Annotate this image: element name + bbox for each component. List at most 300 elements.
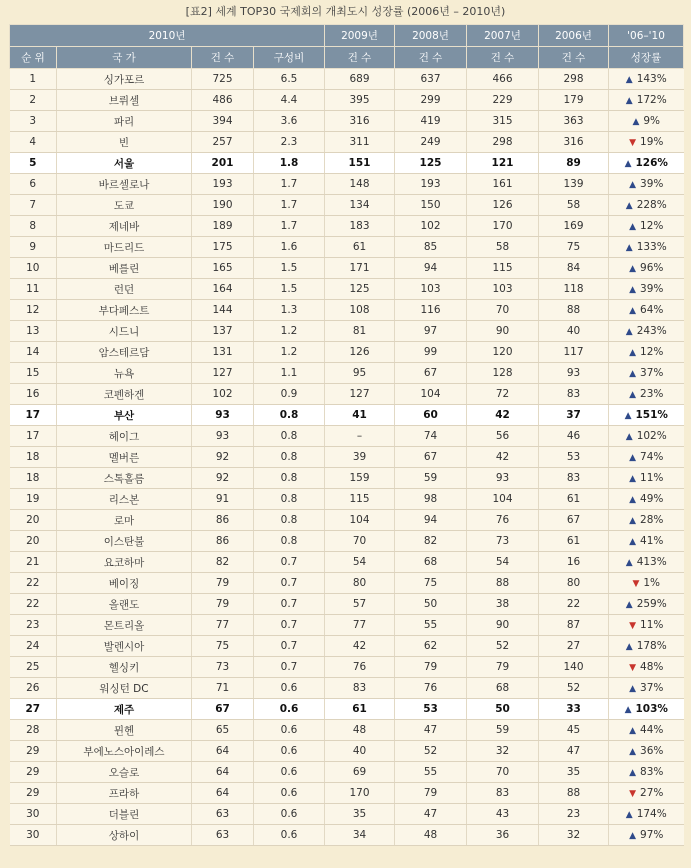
cell-count-2009: 171 bbox=[325, 258, 395, 279]
cell-rank: 28 bbox=[10, 720, 57, 741]
cell-growth bbox=[609, 216, 684, 237]
cell-count-2007: 42 bbox=[467, 405, 539, 426]
growth-value: 27% bbox=[640, 787, 664, 799]
table-row bbox=[10, 741, 684, 762]
cell-city: 뮌헨 bbox=[57, 720, 192, 741]
cell-count-2010: 257 bbox=[192, 132, 254, 153]
growth-value: 174% bbox=[636, 808, 667, 820]
col-count-2010: 건 수 bbox=[192, 47, 254, 69]
cell-rank: 23 bbox=[10, 615, 57, 636]
cell-count-2008: 116 bbox=[395, 300, 467, 321]
cell-count-2009: 104 bbox=[325, 510, 395, 531]
table-row bbox=[10, 531, 684, 552]
growth-value: 83% bbox=[640, 766, 664, 778]
table-row bbox=[10, 405, 684, 426]
cell-count-2006: 32 bbox=[539, 825, 609, 846]
cell-city: 발렌시아 bbox=[57, 636, 192, 657]
cell-count-2008: 299 bbox=[395, 90, 467, 111]
triangle-down-icon: ▼ bbox=[629, 138, 637, 148]
cell-growth bbox=[609, 132, 684, 153]
cell-city: 빈 bbox=[57, 132, 192, 153]
cell-count-2007: 120 bbox=[467, 342, 539, 363]
cell-rank: 30 bbox=[10, 804, 57, 825]
cell-count-2010: 164 bbox=[192, 279, 254, 300]
table-row bbox=[10, 174, 684, 195]
cell-count-2009: 76 bbox=[325, 657, 395, 678]
cell-city: 멜버른 bbox=[57, 447, 192, 468]
cell-count-2010: 175 bbox=[192, 237, 254, 258]
col-count-2007: 건 수 bbox=[467, 47, 539, 69]
cell-count-2007: 88 bbox=[467, 573, 539, 594]
growth-value: 1% bbox=[643, 577, 661, 589]
cell-count-2006: 298 bbox=[539, 69, 609, 90]
cell-count-2007: 43 bbox=[467, 804, 539, 825]
triangle-up-icon: ▲ bbox=[629, 285, 637, 295]
cell-city: 베이징 bbox=[57, 573, 192, 594]
cell-count-2006: 87 bbox=[539, 615, 609, 636]
cell-count-2008: 419 bbox=[395, 111, 467, 132]
growth-value: 259% bbox=[636, 598, 667, 610]
cell-growth bbox=[609, 90, 684, 111]
cell-count-2009: 125 bbox=[325, 279, 395, 300]
cell-city: 바르셀로나 bbox=[57, 174, 192, 195]
cell-count-2006: 117 bbox=[539, 342, 609, 363]
cell-count-2009: – bbox=[325, 426, 395, 447]
triangle-up-icon: ▲ bbox=[629, 180, 637, 190]
header-2009: 2009년 bbox=[325, 25, 395, 47]
cell-city: 도쿄 bbox=[57, 195, 192, 216]
growth-value: 12% bbox=[640, 220, 664, 232]
cell-count-2007: 298 bbox=[467, 132, 539, 153]
table-row bbox=[10, 195, 684, 216]
cell-count-2006: 139 bbox=[539, 174, 609, 195]
table-row bbox=[10, 573, 684, 594]
table-row bbox=[10, 90, 684, 111]
cell-count-2009: 35 bbox=[325, 804, 395, 825]
table-row bbox=[10, 783, 684, 804]
cell-city: 오슬로 bbox=[57, 762, 192, 783]
cell-count-2009: 39 bbox=[325, 447, 395, 468]
cell-share: 1.2 bbox=[254, 342, 325, 363]
cell-count-2010: 86 bbox=[192, 531, 254, 552]
cell-count-2008: 47 bbox=[395, 720, 467, 741]
cell-count-2008: 104 bbox=[395, 384, 467, 405]
cell-share: 0.6 bbox=[254, 825, 325, 846]
cell-count-2006: 33 bbox=[539, 699, 609, 720]
cell-count-2009: 311 bbox=[325, 132, 395, 153]
cell-growth bbox=[609, 195, 684, 216]
cell-city: 더블린 bbox=[57, 804, 192, 825]
cell-count-2007: 104 bbox=[467, 489, 539, 510]
cell-count-2010: 93 bbox=[192, 426, 254, 447]
cell-count-2010: 64 bbox=[192, 783, 254, 804]
cell-count-2006: 140 bbox=[539, 657, 609, 678]
triangle-up-icon: ▲ bbox=[625, 558, 633, 568]
cell-count-2009: 80 bbox=[325, 573, 395, 594]
cell-count-2006: 45 bbox=[539, 720, 609, 741]
cell-growth bbox=[609, 531, 684, 552]
cell-rank: 17 bbox=[10, 405, 57, 426]
cell-count-2010: 79 bbox=[192, 573, 254, 594]
cell-count-2007: 42 bbox=[467, 447, 539, 468]
cell-count-2008: 62 bbox=[395, 636, 467, 657]
growth-value: 11% bbox=[640, 619, 664, 631]
cell-count-2009: 57 bbox=[325, 594, 395, 615]
cell-count-2008: 79 bbox=[395, 783, 467, 804]
triangle-up-icon: ▲ bbox=[629, 747, 637, 757]
table-row bbox=[10, 468, 684, 489]
cell-count-2007: 72 bbox=[467, 384, 539, 405]
triangle-down-icon: ▼ bbox=[629, 621, 637, 631]
cell-share: 0.8 bbox=[254, 405, 325, 426]
table-row bbox=[10, 825, 684, 846]
cell-count-2009: 34 bbox=[325, 825, 395, 846]
triangle-up-icon: ▲ bbox=[625, 96, 633, 106]
growth-value: 102% bbox=[636, 430, 667, 442]
table-title: [표2] 세계 TOP30 국제회의 개최도시 성장률 (2006년 – 2010년) bbox=[185, 5, 506, 18]
cell-growth bbox=[609, 825, 684, 846]
col-city: 국 가 bbox=[57, 47, 192, 69]
cell-share: 0.6 bbox=[254, 678, 325, 699]
cell-share: 0.8 bbox=[254, 447, 325, 468]
cell-growth bbox=[609, 69, 684, 90]
cell-rank: 18 bbox=[10, 468, 57, 489]
growth-value: 151% bbox=[635, 409, 668, 421]
col-rank: 순 위 bbox=[10, 47, 57, 69]
cell-growth bbox=[609, 111, 684, 132]
cell-count-2007: 161 bbox=[467, 174, 539, 195]
cell-count-2008: 50 bbox=[395, 594, 467, 615]
cell-rank: 7 bbox=[10, 195, 57, 216]
table-row bbox=[10, 510, 684, 531]
cell-count-2010: 91 bbox=[192, 489, 254, 510]
cell-count-2009: 108 bbox=[325, 300, 395, 321]
cell-count-2006: 46 bbox=[539, 426, 609, 447]
cell-rank: 19 bbox=[10, 489, 57, 510]
table-row bbox=[10, 699, 684, 720]
cell-count-2006: 58 bbox=[539, 195, 609, 216]
cell-count-2007: 54 bbox=[467, 552, 539, 573]
cell-growth bbox=[609, 468, 684, 489]
triangle-up-icon: ▲ bbox=[629, 390, 637, 400]
cell-count-2010: 79 bbox=[192, 594, 254, 615]
cell-count-2008: 79 bbox=[395, 657, 467, 678]
cell-share: 0.8 bbox=[254, 510, 325, 531]
growth-value: 143% bbox=[636, 73, 667, 85]
cell-count-2010: 93 bbox=[192, 405, 254, 426]
growth-value: 228% bbox=[636, 199, 667, 211]
cell-count-2008: 76 bbox=[395, 678, 467, 699]
cell-count-2009: 316 bbox=[325, 111, 395, 132]
cell-count-2006: 93 bbox=[539, 363, 609, 384]
growth-value: 28% bbox=[640, 514, 664, 526]
cell-count-2007: 70 bbox=[467, 762, 539, 783]
cell-city: 헬싱키 bbox=[57, 657, 192, 678]
cell-count-2010: 63 bbox=[192, 825, 254, 846]
cell-city: 마드리드 bbox=[57, 237, 192, 258]
triangle-up-icon: ▲ bbox=[625, 432, 633, 442]
table-body bbox=[10, 69, 684, 846]
growth-value: 11% bbox=[640, 472, 664, 484]
cell-share: 0.6 bbox=[254, 762, 325, 783]
cell-city: 서울 bbox=[57, 153, 192, 174]
cell-count-2007: 83 bbox=[467, 783, 539, 804]
table-row bbox=[10, 426, 684, 447]
cell-count-2007: 126 bbox=[467, 195, 539, 216]
cell-count-2009: 126 bbox=[325, 342, 395, 363]
cell-count-2008: 74 bbox=[395, 426, 467, 447]
growth-value: 19% bbox=[640, 136, 664, 148]
cell-city: 워싱턴 DC bbox=[57, 678, 192, 699]
cell-count-2006: 84 bbox=[539, 258, 609, 279]
triangle-up-icon: ▲ bbox=[625, 243, 633, 253]
cell-count-2007: 128 bbox=[467, 363, 539, 384]
cell-count-2006: 75 bbox=[539, 237, 609, 258]
cell-count-2010: 75 bbox=[192, 636, 254, 657]
cell-count-2007: 32 bbox=[467, 741, 539, 762]
cell-count-2008: 193 bbox=[395, 174, 467, 195]
cell-growth bbox=[609, 615, 684, 636]
cell-share: 6.5 bbox=[254, 69, 325, 90]
cell-share: 1.3 bbox=[254, 300, 325, 321]
cell-count-2010: 73 bbox=[192, 657, 254, 678]
cell-city: 요코하마 bbox=[57, 552, 192, 573]
cell-rank: 29 bbox=[10, 762, 57, 783]
cell-count-2009: 77 bbox=[325, 615, 395, 636]
cell-city: 부산 bbox=[57, 405, 192, 426]
triangle-up-icon: ▲ bbox=[629, 264, 637, 274]
cell-count-2008: 47 bbox=[395, 804, 467, 825]
cell-growth bbox=[609, 384, 684, 405]
cell-growth bbox=[609, 657, 684, 678]
cell-count-2010: 189 bbox=[192, 216, 254, 237]
cell-growth bbox=[609, 510, 684, 531]
cell-count-2008: 98 bbox=[395, 489, 467, 510]
cell-count-2006: 47 bbox=[539, 741, 609, 762]
cell-growth bbox=[609, 342, 684, 363]
header-column-row bbox=[10, 47, 684, 69]
cell-city: 스톡홀름 bbox=[57, 468, 192, 489]
cell-share: 4.4 bbox=[254, 90, 325, 111]
col-count-2009: 건 수 bbox=[325, 47, 395, 69]
cell-count-2008: 60 bbox=[395, 405, 467, 426]
cell-count-2008: 94 bbox=[395, 510, 467, 531]
growth-value: 126% bbox=[635, 157, 668, 169]
cell-growth bbox=[609, 741, 684, 762]
triangle-up-icon: ▲ bbox=[624, 159, 632, 169]
table-row bbox=[10, 111, 684, 132]
cell-count-2008: 82 bbox=[395, 531, 467, 552]
cell-count-2007: 93 bbox=[467, 468, 539, 489]
cell-count-2010: 82 bbox=[192, 552, 254, 573]
cell-growth bbox=[609, 762, 684, 783]
triangle-up-icon: ▲ bbox=[625, 810, 633, 820]
cell-share: 0.7 bbox=[254, 615, 325, 636]
cell-share: 0.8 bbox=[254, 531, 325, 552]
cell-count-2010: 131 bbox=[192, 342, 254, 363]
cell-city: 리스본 bbox=[57, 489, 192, 510]
growth-value: 133% bbox=[636, 241, 667, 253]
cell-count-2009: 115 bbox=[325, 489, 395, 510]
cell-count-2006: 52 bbox=[539, 678, 609, 699]
cell-count-2006: 169 bbox=[539, 216, 609, 237]
cell-count-2010: 92 bbox=[192, 468, 254, 489]
cell-rank: 3 bbox=[10, 111, 57, 132]
cell-count-2006: 27 bbox=[539, 636, 609, 657]
cell-rank: 20 bbox=[10, 531, 57, 552]
cell-count-2008: 94 bbox=[395, 258, 467, 279]
cell-share: 0.8 bbox=[254, 489, 325, 510]
triangle-up-icon: ▲ bbox=[632, 117, 640, 127]
growth-value: 48% bbox=[640, 661, 664, 673]
cell-count-2008: 59 bbox=[395, 468, 467, 489]
cell-share: 0.6 bbox=[254, 720, 325, 741]
table-row bbox=[10, 363, 684, 384]
cell-count-2008: 52 bbox=[395, 741, 467, 762]
table-row bbox=[10, 678, 684, 699]
cell-growth bbox=[609, 489, 684, 510]
cell-count-2010: 102 bbox=[192, 384, 254, 405]
header-2007: 2007년 bbox=[467, 25, 539, 47]
cell-city: 코펜하겐 bbox=[57, 384, 192, 405]
cell-count-2009: 61 bbox=[325, 237, 395, 258]
table-row bbox=[10, 720, 684, 741]
growth-value: 74% bbox=[640, 451, 664, 463]
cell-count-2007: 70 bbox=[467, 300, 539, 321]
table-row bbox=[10, 636, 684, 657]
cell-count-2006: 88 bbox=[539, 783, 609, 804]
cell-count-2008: 75 bbox=[395, 573, 467, 594]
table-row bbox=[10, 300, 684, 321]
cell-rank: 14 bbox=[10, 342, 57, 363]
cell-count-2007: 68 bbox=[467, 678, 539, 699]
cell-growth bbox=[609, 300, 684, 321]
growth-value: 37% bbox=[640, 682, 664, 694]
cell-count-2006: 83 bbox=[539, 384, 609, 405]
growth-value: 243% bbox=[636, 325, 667, 337]
cell-city: 부다페스트 bbox=[57, 300, 192, 321]
cell-rank: 9 bbox=[10, 237, 57, 258]
header-growth-period: '06–'10 bbox=[609, 25, 684, 47]
growth-value: 39% bbox=[640, 178, 664, 190]
growth-value: 49% bbox=[640, 493, 664, 505]
table-row bbox=[10, 132, 684, 153]
cell-rank: 26 bbox=[10, 678, 57, 699]
header-2006: 2006년 bbox=[539, 25, 609, 47]
cell-count-2008: 637 bbox=[395, 69, 467, 90]
cell-share: 1.1 bbox=[254, 363, 325, 384]
cell-count-2009: 69 bbox=[325, 762, 395, 783]
triangle-up-icon: ▲ bbox=[625, 642, 633, 652]
cell-count-2009: 159 bbox=[325, 468, 395, 489]
cell-city: 제주 bbox=[57, 699, 192, 720]
cell-city: 뉴욕 bbox=[57, 363, 192, 384]
cell-count-2008: 249 bbox=[395, 132, 467, 153]
triangle-up-icon: ▲ bbox=[625, 75, 633, 85]
cell-count-2009: 134 bbox=[325, 195, 395, 216]
cell-count-2009: 61 bbox=[325, 699, 395, 720]
cell-count-2010: 165 bbox=[192, 258, 254, 279]
triangle-up-icon: ▲ bbox=[629, 222, 637, 232]
cell-rank: 2 bbox=[10, 90, 57, 111]
table-row bbox=[10, 69, 684, 90]
cell-growth bbox=[609, 426, 684, 447]
cell-share: 1.7 bbox=[254, 195, 325, 216]
cell-count-2010: 127 bbox=[192, 363, 254, 384]
cell-count-2006: 37 bbox=[539, 405, 609, 426]
growth-value: 39% bbox=[640, 283, 664, 295]
cell-count-2008: 67 bbox=[395, 363, 467, 384]
cell-city: 브뤼셀 bbox=[57, 90, 192, 111]
cell-share: 0.6 bbox=[254, 783, 325, 804]
triangle-up-icon: ▲ bbox=[629, 537, 637, 547]
cell-count-2009: 48 bbox=[325, 720, 395, 741]
growth-value: 23% bbox=[640, 388, 664, 400]
table-row bbox=[10, 237, 684, 258]
col-count-2006: 건 수 bbox=[539, 47, 609, 69]
header-group-row bbox=[10, 25, 684, 47]
header-2008: 2008년 bbox=[395, 25, 467, 47]
cell-count-2007: 38 bbox=[467, 594, 539, 615]
triangle-up-icon: ▲ bbox=[629, 369, 637, 379]
cell-share: 1.2 bbox=[254, 321, 325, 342]
cell-share: 0.6 bbox=[254, 699, 325, 720]
triangle-down-icon: ▼ bbox=[632, 579, 640, 589]
cell-count-2007: 36 bbox=[467, 825, 539, 846]
cell-growth bbox=[609, 279, 684, 300]
growth-value: 97% bbox=[640, 829, 664, 841]
cell-count-2010: 92 bbox=[192, 447, 254, 468]
cell-city: 싱가포르 bbox=[57, 69, 192, 90]
triangle-up-icon: ▲ bbox=[629, 348, 637, 358]
cell-count-2009: 81 bbox=[325, 321, 395, 342]
cell-count-2008: 102 bbox=[395, 216, 467, 237]
cell-count-2008: 99 bbox=[395, 342, 467, 363]
cell-count-2008: 48 bbox=[395, 825, 467, 846]
table-row bbox=[10, 321, 684, 342]
cell-growth bbox=[609, 237, 684, 258]
cell-count-2009: 395 bbox=[325, 90, 395, 111]
triangle-up-icon: ▲ bbox=[629, 306, 637, 316]
table-row bbox=[10, 552, 684, 573]
cell-count-2010: 71 bbox=[192, 678, 254, 699]
cell-growth bbox=[609, 552, 684, 573]
cell-count-2007: 229 bbox=[467, 90, 539, 111]
col-share: 구성비 bbox=[254, 47, 325, 69]
cell-share: 1.6 bbox=[254, 237, 325, 258]
cell-count-2008: 55 bbox=[395, 615, 467, 636]
cell-count-2009: 148 bbox=[325, 174, 395, 195]
growth-value: 12% bbox=[640, 346, 664, 358]
triangle-down-icon: ▼ bbox=[629, 663, 637, 673]
cell-rank: 24 bbox=[10, 636, 57, 657]
cell-rank: 16 bbox=[10, 384, 57, 405]
cell-growth bbox=[609, 594, 684, 615]
cell-city: 파리 bbox=[57, 111, 192, 132]
cell-rank: 22 bbox=[10, 573, 57, 594]
col-growth: 성장률 bbox=[609, 47, 684, 69]
cell-share: 3.6 bbox=[254, 111, 325, 132]
cell-rank: 29 bbox=[10, 783, 57, 804]
cell-count-2008: 68 bbox=[395, 552, 467, 573]
cell-count-2008: 53 bbox=[395, 699, 467, 720]
cell-count-2007: 79 bbox=[467, 657, 539, 678]
cell-rank: 25 bbox=[10, 657, 57, 678]
cell-count-2006: 118 bbox=[539, 279, 609, 300]
triangle-up-icon: ▲ bbox=[629, 495, 637, 505]
growth-value: 36% bbox=[640, 745, 664, 757]
triangle-up-icon: ▲ bbox=[629, 768, 637, 778]
